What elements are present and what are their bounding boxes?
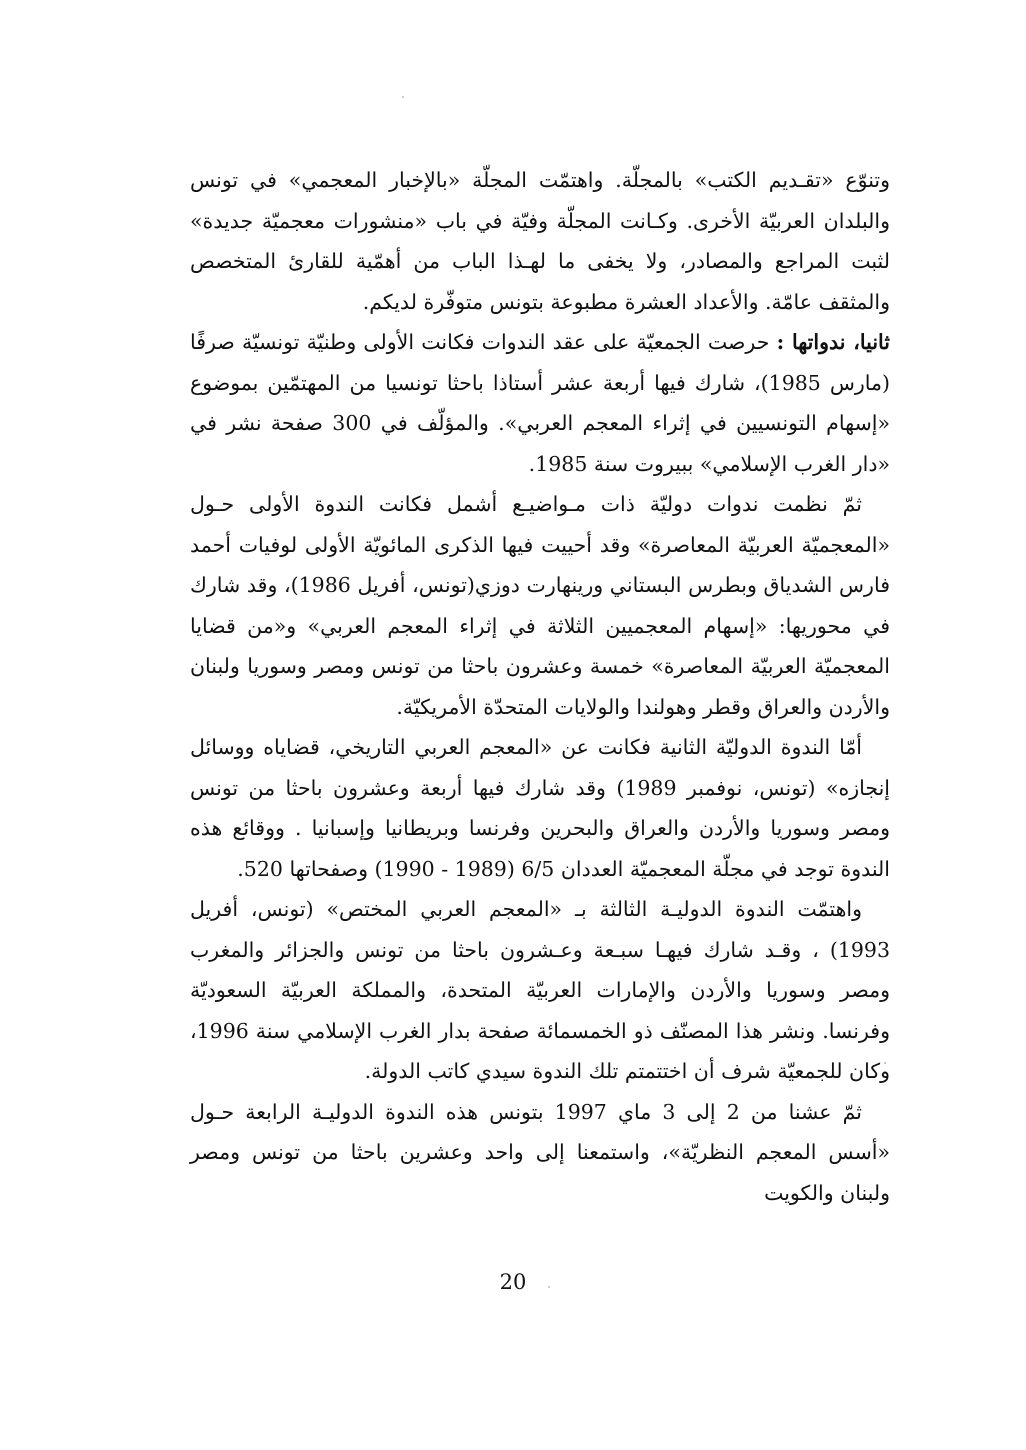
- page-number: 20: [499, 1270, 527, 1294]
- paragraph-2-text: حرصت الجمعيّة على عقد الندوات فكانت الأولى وطنيّة تونسيّة صرفًا (مارس 1985)، شارك فيها أربعة عشر أستاذا باحثا تونسيا من المهتمّين بموضوع «إسهام التونسيين في إثراء المعجم العربي». والمؤلّف في 300 صفحة نشر في «دار الغرب الإسلامي» ببيروت سنة 1985.: [190, 330, 890, 476]
- paragraph-5: واهتمّت الندوة الدوليـة الثالثة بـ «المعجم العربي المختص» (تونس، أفريل 1993) ، وقـد شارك فيهـا سبـعة وعـشرون باحثا من تونس والجزائر والمغرب ومصر وسوريا والأردن والإمارات العربيّة المتحدة، والمملكة العربيّة السعوديّة وفرنسا. ونشر هذا المصنّف ذو الخمسمائة صفحة بدار الغرب الإسلامي سنة 1996، وكان للجمعيّة شرف أن اختتمتم تلك الندوة سيدي كاتب الدولة.: [190, 897, 890, 1083]
- section-heading: ثانيا، ندواتها :: [776, 330, 890, 354]
- body-text: [190, 160, 890, 1213]
- paragraph-3: ثمّ نظمت ندوات دوليّة ذات مـواضيـع أشمل فكانت الندوة الأولى حـول «المعجميّة العربيّة المعاصرة» وقد أحييت فيها الذكرى المائويّة الأولى لوفيات أحمد فارس الشدياق وبطرس البستاني ورينهارت دوزي(تونس، أفريل 1986)، وقد شارك في محوريها: «إسهام المعجميين الثلاثة في إثراء المعجم العربي» و«من قضايا المعجميّة العربيّة المعاصرة» خمسة وعشرون باحثا من تونس ومصر وسوريا ولبنان والأردن والعراق وقطر وهولندا والولايات المتحدّة الأمريكيّة.: [190, 492, 890, 719]
- scan-speck: [402, 96, 404, 98]
- paragraph-6: ثمّ عشنا من 2 إلى 3 ماي 1997 بتونس هذه الندوة الدوليـة الرابعة حـول «أسس المعجم النظريّة»، واستمعنا إلى واحد وعشرين باحثا من تونس ومصر ولبنان والكويت: [190, 1099, 890, 1205]
- paragraph-4: أمّا الندوة الدوليّة الثانية فكانت عن «المعجم العربي التاريخي، قضاياه ووسائل إنجازه» (تونس، نوفمبر 1989) وقد شارك فيها أربعة وعشرون باحثا من تونس ومصر وسوريا والأردن والعراق والبحرين وفرنسا وبريطانيا وإسبانيا . ووقائع هذه الندوة توجد في مجلّة المعجميّة العددان 6/5 (1989 - 1990) وصفحاتها 520.: [190, 735, 891, 881]
- paragraph-1: وتنوّع «تقـديم الكتب» بالمجلّة. واهتمّت المجلّة «بالإخبار المعجمي» في تونس والبلدان العربيّة الأخرى. وكـانت المجلّة وفيّة في باب «منشورات معجميّة جديدة» لثبت المراجع والمصادر، ولا يخفى ما لهـذا الباب من أهمّية للقارئ المتخصص والمثقف عامّة. والأعداد العشرة مطبوعة بتونس متوفّرة لديكم.: [190, 168, 890, 314]
- paragraph-2: [190, 322, 890, 484]
